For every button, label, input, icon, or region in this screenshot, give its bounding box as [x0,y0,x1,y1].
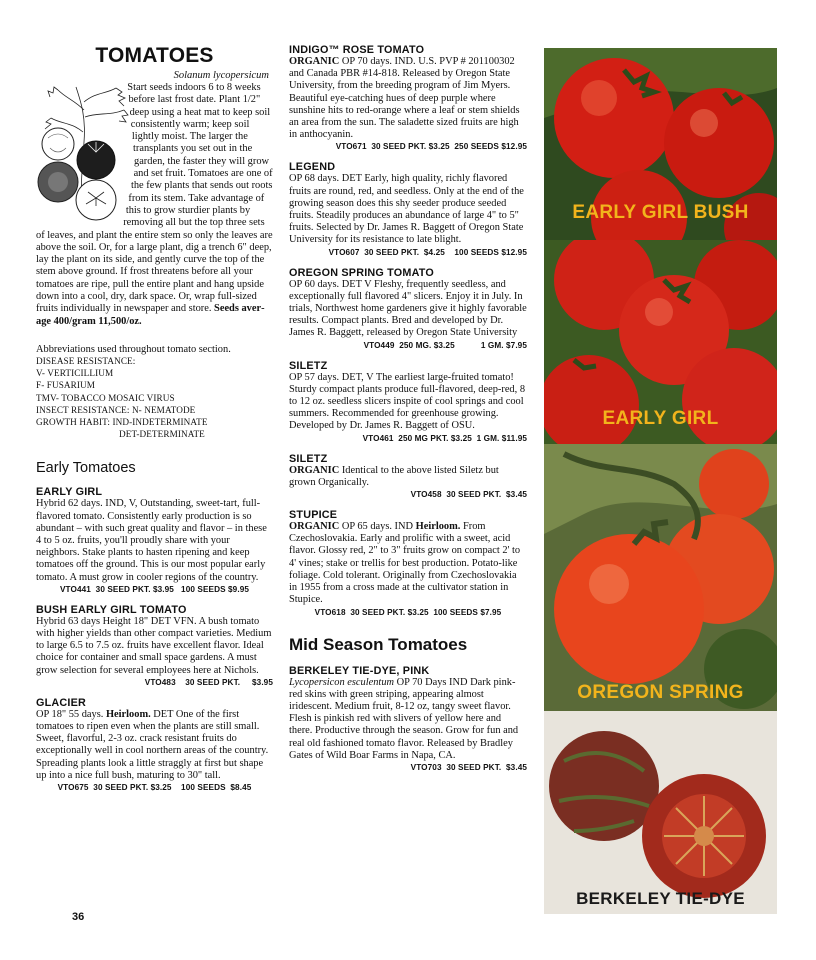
order-line: VTO461 250 MG PKT. $3.25 1 GM. $11.95 [362,433,527,443]
item-description: ORGANIC OP 65 days. IND Heirloom. From Czechoslovakia. Early and prolific with a sweet, acid flavor. Glossy red, 2" to 3" fruits grow on compact 2' to 4' vines; stake or trellis for best production. Potato-like foliage. Cold tolerant. Originally from Czechoslovakia in 1955 from a cross made at the cultivator station in Stupice. [289,521,521,606]
photo-oregon-spring [544,444,777,711]
order-line: VTO675 30 SEED PKT. $3.25 100 SEEDS $8.45 [57,783,252,793]
item-description: OP 57 days. DET, V The earliest large-fruited tomato! Sturdy compact plants produce full-flavored, deep-red, 8 to 12 oz. seedless slicers inspite of cool springs and cool summers. Recommended for greenhouse growing. Developed by Dr. James R. Baggett of OSU. [289,371,526,432]
abbr-line: DISEASE RESISTANCE: [36,355,136,366]
abbreviations-heading: Abbreviations used throughout tomato section. [36,343,231,355]
order-line: VTO458 30 SEED PKT. $3.45 [410,490,527,500]
photo-label: EARLY GIRL BUSH [572,202,749,223]
photo-berkeley-tie-dye [544,711,777,914]
item-name: SILETZ [289,359,328,372]
abbr-line: V- VERTICILLIUM [36,368,114,379]
order-line: VTO618 30 SEED PKT. $3.25 100 SEEDS $7.95 [314,607,502,617]
item-name: INDIGO™ ROSE TOMATO [289,44,425,56]
page-title: TOMATOES [95,44,214,67]
order-line: VTO449 250 MG. $3.25 1 GM. $7.95 [363,340,527,350]
photo-label: OREGON SPRING [577,682,744,703]
abbr-line: GROWTH HABIT: IND-INDETERMINATE [36,416,208,427]
middle-column [289,44,527,772]
photo-early-girl-bush [544,48,777,240]
order-line: VTO671 30 SEED PKT. $3.25 250 SEEDS $12.95 [335,142,527,152]
item-name: SILETZ [289,452,328,465]
photo-label: EARLY GIRL [602,408,719,429]
item-description: Hybrid 62 days. IND, V, Outstanding, sweet-tart, full-flavored tomato. Consistently early production is so abundant – with such great quality and flavor – in these 4 to 5 oz. fruits, you'll proudly share with your neighbors. Stake plants to hasten ripening and keep tomatoes off the ground. This is our most popular early tomato. A must grow in cooler regions of the country. [36,498,267,583]
tomato-sketch-illustration [36,82,131,222]
photo-early-girl [544,240,777,444]
item-description: ORGANIC Identical to the above listed Siletz but grown Organically. [289,464,499,488]
order-line: VTO703 30 SEED PKT. $3.45 [410,762,527,772]
item-name: STUPICE [289,509,338,522]
section-heading-mid: Mid Season Tomatoes [289,634,468,654]
order-line: VTO483 30 SEED PKT. $3.95 [144,677,273,687]
item-name: LEGEND [289,161,336,174]
abbr-line: INSECT RESISTANCE: N- NEMATODE [36,404,196,415]
section-heading-early: Early Tomatoes [36,460,136,477]
item-description: Hybrid 63 days Height 18" DET VFN. A bush tomato with higher yields than other compact varieties. Medium to large 6.5 to 7.5 oz. fruits have excellent flavor. Ideal choice for container and small space gardens. A must grow selection for several employees here at Nichols. [36,615,272,676]
seed-count-note: Seeds average 400/gram 11,500/oz. [36,303,265,327]
item-name: BUSH EARLY GIRL TOMATO [36,603,187,616]
item-name: GLACIER [36,696,86,709]
item-description: OP 60 days. DET V Fleshy, frequently seedless, and exceptionally full flavored 4" slicers. Enjoy it in July. In trials, Northwest home gardeners give it highly favorable results. Compact plants. Bred and developed by Dr. James R. Baggett, released by Oregon State University [289,278,527,339]
item-description: Lycopersicon esculentum OP 70 Days IND Dark pink-red skins with green striping, appearing almost iridescent. Medium fruit, 8-12 oz, tangy sweet flavor. Flesh is pinkish red with slivers of yellow here and there. Productive through the season. Grow for fun and real old fashioned tomato flavor. Released by Bradley Gates of Wild Boar Farms in Napa, CA. [289,676,519,761]
photo-column [544,48,777,914]
intro-text: Start seeds indoors 6 to 8 weeks before last frost date. Plant 1/2" deep using a heat mat to keep soil consistently warm; keep soil lightly moist. The larger the transplants you set out in the garden, the faster they will grow and set fruit. Tomatoes are one of the few plants that sends out roots from its stem. Take advantage of this to grow sturdier plants by removing all but the top three sets of leaves, and plant the entire stem so only the leaves are above the soil. Or, for a large plant, dig a trench 6" deep, lay the plant on its side, and gently curve the top of the stem above ground. If frost threatens before all your tomatoes are ripe, pull the entire plant and hang upside down into a cool, dry, dark space. Or, wrap full-sized fruits individually in newspaper and store. [36,82,273,315]
intro-block [36,82,273,328]
abbr-line: TMV- TOBACCO MOSAIC VIRUS [36,392,175,403]
latin-name: Solanum lycopersicum [173,70,269,81]
order-line: VTO607 30 SEED PKT. $4.25 100 SEEDS $12.95 [328,247,527,257]
item-description: ORGANIC OP 70 days. IND. U.S. PVP # 201100302 and Canada PBR #14-818. Released by Oregon State University, from the breeding program of Jim Myers. Beautiful eye-catching hues of deep purple where sunshine hits to red-orange where a leaf or stem shields an area from the sun. The saladette sized fruits are high in anthocyanin. [289,56,520,141]
item-name: BERKELEY TIE-DYE, PINK [289,664,430,677]
item-description: OP 68 days. DET Early, high quality, richly flavored fruits are round, red, and seedless. Only at the end of the growing season does this shy seeder produce seeded fruits. Steadily produces an abundance of large 4" to 5" fruits. Selected by Dr. James R. Baggett of Oregon State University for its resistance to late blight. [289,173,524,246]
left-column [36,44,273,792]
item-name: OREGON SPRING TOMATO [289,266,434,279]
item-name: EARLY GIRL [36,486,103,499]
order-line: VTO441 30 SEED PKT. $3.95 100 SEEDS $9.95 [59,584,250,594]
photo-label: BERKELEY TIE-DYE [576,889,745,908]
abbr-line: F- FUSARIUM [36,380,96,391]
item-description: OP 18" 55 days. Heirloom. DET One of the first tomatoes to ripen even when the plants are still small. Sweet, flavorful, 2-3 oz. crack resistant fruits do exceptionally well in cool northern areas of the country. Spreading plants look a little straggly at first but shape up into a nice full bush, maturing to 30" tall. [36,708,269,781]
page-number: 36 [72,911,85,923]
abbr-line: DET-DETERMINATE [119,429,205,440]
